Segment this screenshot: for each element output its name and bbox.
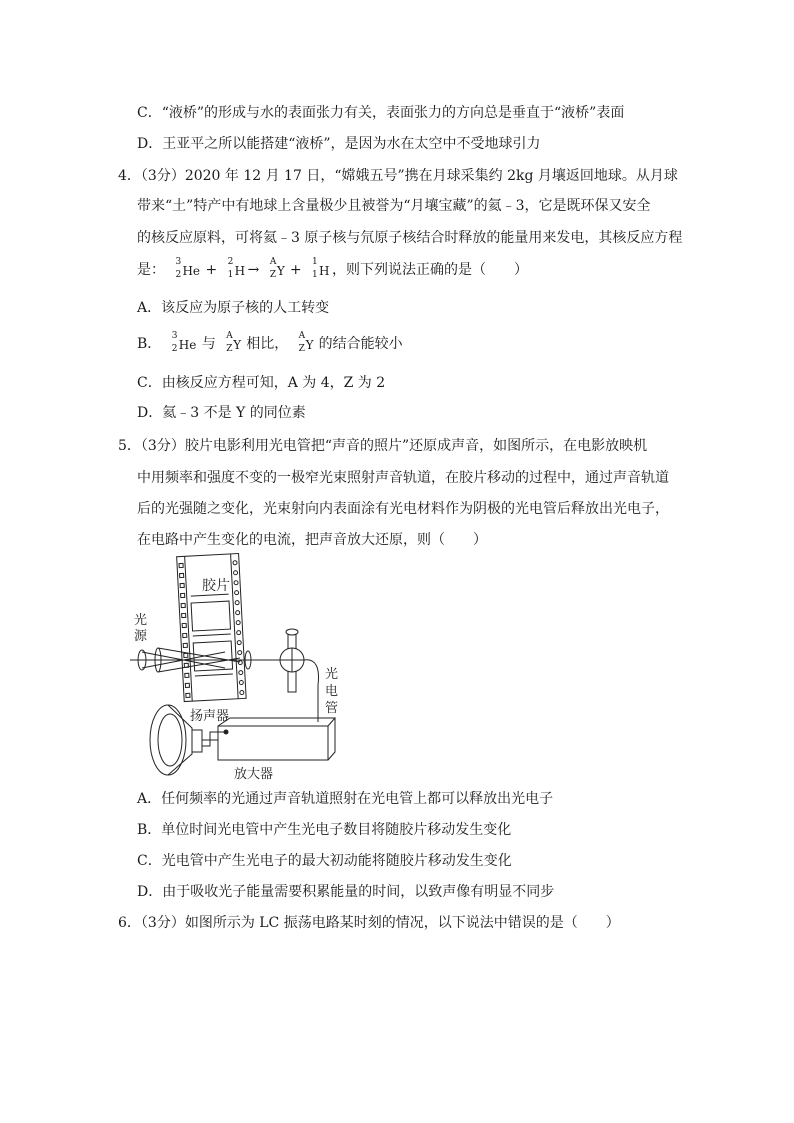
q6-stem-line1: 6．（3分）如图所示为 LC 振荡电路某时刻的情况，以下说法中错误的是（ ） [118,915,620,931]
label-amplifier: 放大器 [234,767,274,782]
q4-option-c: C．由核反应方程可知，A 为 4，Z 为 2 [137,375,386,391]
q5-stem-line3: 后的光强随之变化，光束射向内表面涂有光电材料作为阴极的光电管后释放出光电子， [137,501,669,517]
phototube [280,629,318,722]
q5-option-b: B．单位时间光电管中产生光电子数目将随胶片移动发生变化 [137,822,512,838]
q3-option-d: D．王亚平之所以能搭建“液桥”，是因为水在太空中不受地球引力 [137,136,541,152]
nuclide-proton: 1 1 H [312,257,330,280]
q5-stem-line1: 5．（3分）胶片电影利用光电管把“声音的照片”还原成声音，如图所示，在电影放映机 [118,438,648,454]
q4-equation-suffix: ，则下列说法正确的是（ ） [332,262,529,278]
q4-option-b: B． 3 2 He 与 A Z Y 相比， A Z Y 的结合能较小 [137,331,403,354]
q4-option-a: A．该反应为原子核的人工转变 [137,300,330,316]
nuclide-helium3: 3 2 He [171,331,197,354]
amplifier-box [218,718,335,760]
label-film: 胶片 [202,578,230,594]
q5-option-a: A．任何频率的光通过声音轨道照射在光电管上都可以释放出光电子 [137,791,554,807]
nuclide-helium3: 3 2 He [175,257,201,280]
label-light-source-1: 光 [134,613,148,628]
label-phototube-1: 光 [325,667,339,682]
label-phototube-3: 管 [325,701,339,716]
sound-film-figure [130,550,360,782]
q5-option-c: C．光电管中产生光电子的最大初动能将随胶片移动发生变化 [137,853,512,869]
nuclide-y: A Z Y [226,331,242,354]
reaction-arrow: → [247,262,260,278]
q4-option-d: D．氦﹣3 不是 Y 的同位素 [137,405,306,421]
q5-stem-line4: 在电路中产生变化的电流，把声音放大还原，则（ ） [137,532,487,548]
q4-stem-line3: 的核反应原料，可将氦﹣3 原子核与氘原子核结合时释放的能量用来发电，其核反应方程 [137,230,683,246]
q4-stem-line1: 4．（3分）2020 年 12 月 17 日，“嫦娥五号”携在月球采集约 2kg 月壤返回地球。从月球 [118,168,678,184]
q5-option-d: D．由于吸收光子能量需要积累能量的时间，以致声像有明显不同步 [137,884,555,900]
nuclide-y: A Z Y [269,257,285,280]
plus-sign: + [205,262,218,278]
nuclide-deuterium: 2 1 H [227,257,246,280]
label-speaker: 扬声器 [190,709,230,724]
q4-equation-prefix: 是： [137,262,165,278]
label-phototube-2: 电 [325,684,339,699]
q3-option-c: C．“液桥”的形成与水的表面张力有关，表面张力的方向总是垂直于“液桥”表面 [137,105,625,121]
film-strip [177,554,247,702]
q5-stem-line2: 中用频率和强度不变的一极窄光束照射声音轨道，在胶片移动的过程中，通过声音轨道 [137,470,669,486]
plus-sign: + [289,262,302,278]
nuclide-y: A Z Y [298,331,314,354]
q4-equation-line [137,257,529,280]
label-light-source-2: 源 [134,629,148,644]
q4-stem-line2: 带来“土”特产中有地球上含量极少且被誉为“月壤宝藏”的氦﹣3，它是既环保又安全 [137,198,651,214]
